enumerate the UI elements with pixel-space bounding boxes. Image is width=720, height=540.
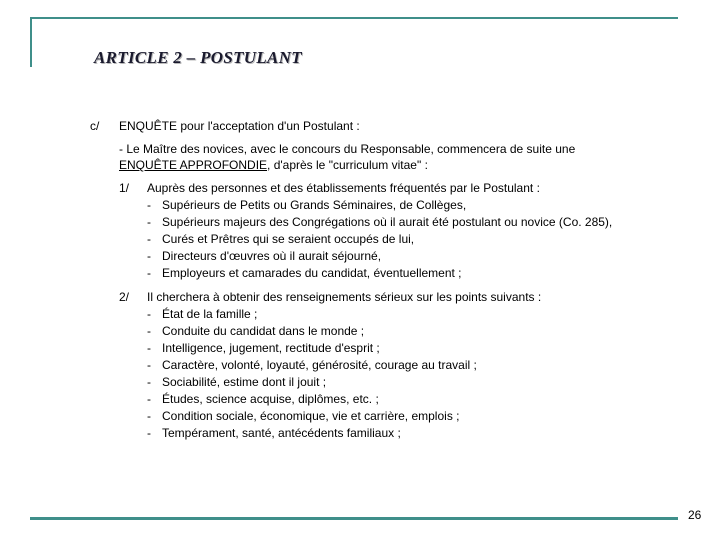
page-number: 26: [688, 508, 702, 522]
list-item: - Tempérament, santé, antécédents familiaux ;: [147, 426, 401, 440]
intro-line: - Le Maître des novices, avec le concours du Responsable, commencera de suite une: [119, 142, 576, 156]
list-item: - Sociabilité, estime dont il jouit ;: [147, 375, 327, 389]
list-item: - Conduite du candidat dans le monde ;: [147, 324, 365, 338]
list-item: - Supérieurs majeurs des Congrégations où il aurait été postulant ou novice (Co. 285),: [147, 215, 613, 229]
frame-top-rule: [30, 17, 678, 19]
intro-emphasis: ENQUÊTE APPROFONDIE: [119, 158, 268, 172]
section-marker: c/: [90, 119, 100, 133]
page-title: ARTICLE 2 – POSTULANT: [94, 48, 302, 67]
list-item: - Intelligence, jugement, rectitude d'esprit ;: [147, 341, 380, 355]
list-item: - Curés et Prêtres qui se seraient occupés de lui,: [147, 232, 415, 246]
point-1-lead: Auprès des personnes et des établissements fréquentés par le Postulant :: [147, 181, 540, 195]
frame-bottom-rule: [30, 517, 678, 520]
list-item: - Caractère, volonté, loyauté, générosité, courage au travail ;: [147, 358, 477, 372]
point-2-marker: 2/: [119, 290, 130, 304]
intro-rest: , d'après le "curriculum vitae" :: [267, 158, 428, 172]
section-heading: ENQUÊTE pour l'acceptation d'un Postulant :: [119, 119, 360, 133]
point-2-lead: Il cherchera à obtenir des renseignements sérieux sur les points suivants :: [147, 290, 542, 304]
list-item: - Employeurs et camarades du candidat, éventuellement ;: [147, 266, 462, 280]
list-item: - Supérieurs de Petits ou Grands Séminaires, de Collèges,: [147, 198, 467, 212]
intro-line-2: [119, 157, 428, 174]
list-item: - Directeurs d'œuvres où il aurait séjourné,: [147, 249, 382, 263]
point-1-marker: 1/: [119, 181, 130, 195]
point-1-list: [147, 197, 612, 282]
list-item: - Études, science acquise, diplômes, etc. ;: [147, 392, 379, 406]
list-item: - État de la famille ;: [147, 307, 258, 321]
point-2-list: [147, 306, 477, 442]
frame-left-rule: [30, 17, 32, 67]
list-item: - Condition sociale, économique, vie et carrière, emplois ;: [147, 409, 460, 423]
